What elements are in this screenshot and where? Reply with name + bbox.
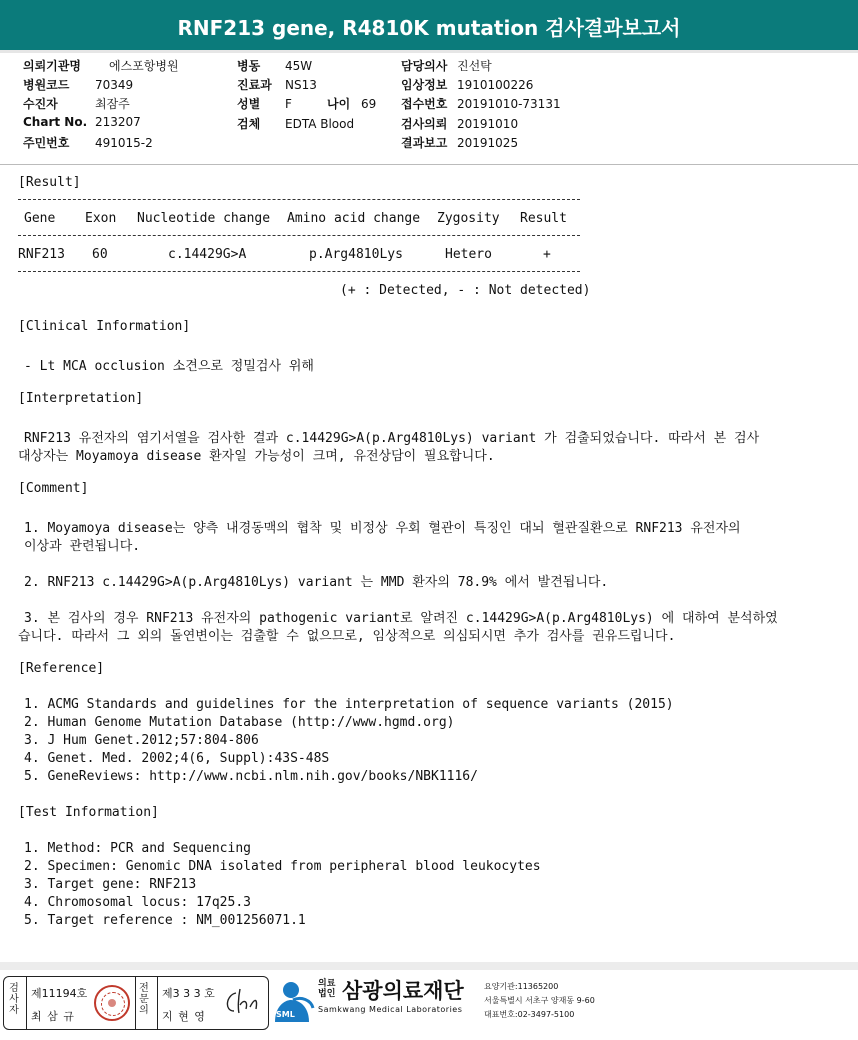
info-label: 임상정보: [401, 78, 448, 92]
specialist-label: 전문의: [139, 983, 149, 1016]
test-info-item: 4. Chromosomal locus: 17q25.3: [24, 895, 251, 910]
signature-box: [3, 976, 269, 1030]
test-info-item: 1. Method: PCR and Sequencing: [24, 841, 251, 856]
info-value: 진선탁: [457, 59, 492, 73]
info-label: 병동: [237, 59, 261, 73]
test-info-item: 3. Target gene: RNF213: [24, 877, 197, 892]
report-title: RNF213 gene, R4810K mutation 검사결과보고서: [177, 16, 681, 40]
org-code: 요양기관:11365200: [484, 982, 559, 991]
interpretation-line: RNF213 유전자의 염기서열을 검사한 결과 c.14429G>A(p.Arg4810Lys) variant 가 검출되었습니다. 따라서 본 검사: [24, 431, 760, 446]
seal-icon: [94, 985, 130, 1021]
comment-line: 습니다. 따라서 그 외의 돌연변이는 검출할 수 없으므로, 임상적으로 의심되시면 추가 검사를 권유드립니다.: [18, 629, 676, 644]
info-label: 진료과: [237, 78, 272, 92]
table-rule: [18, 271, 580, 272]
examiner-label: 검사자: [9, 983, 19, 1016]
cell-exon: 60: [92, 247, 108, 262]
cell-zygosity: Hetero: [445, 247, 492, 262]
reference-item: 5. GeneReviews: http://www.ncbi.nlm.nih.gov/books/NBK1116/: [24, 769, 478, 784]
info-label: 검체: [237, 117, 261, 131]
org-name: 삼광의료재단: [342, 979, 464, 1003]
info-value: 에스포항병원: [109, 59, 179, 73]
age-label: 나이: [327, 97, 351, 111]
column-header-zygosity: Zygosity: [437, 211, 500, 226]
footer-separator: [0, 962, 858, 970]
info-value: 491015-2: [95, 136, 153, 150]
specialist-name: 지 현 영: [162, 1010, 206, 1023]
specialist-number: 제3 3 3 호: [162, 987, 215, 1000]
clinical-heading: [Clinical Information]: [18, 319, 191, 334]
info-value: 1910100226: [457, 78, 534, 92]
info-value: 20191010: [457, 117, 519, 131]
interpretation-heading: [Interpretation]: [18, 391, 144, 406]
org-type: 의료 법인: [318, 979, 336, 999]
org-english-name: Samkwang Medical Laboratories: [318, 1005, 463, 1014]
interpretation-line: 대상자는 Moyamoya disease 환자일 가능성이 크며, 유전상담이 필요합니다.: [18, 449, 495, 464]
info-label: 접수번호: [401, 97, 448, 111]
info-value: 213207: [95, 115, 141, 129]
column-header-nucleotide: Nucleotide change: [137, 211, 271, 226]
info-value: 45W: [285, 59, 313, 73]
cell-amino-acid: p.Arg4810Lys: [309, 247, 403, 262]
header-divider: [0, 164, 858, 165]
reference-item: 1. ACMG Standards and guidelines for the interpretation of sequence variants (2015): [24, 697, 674, 712]
test-info-heading: [Test Information]: [18, 805, 159, 820]
result-heading: [Result]: [18, 175, 81, 190]
cell-result: +: [543, 247, 551, 262]
info-label: 결과보고: [401, 136, 448, 150]
org-address: 서울특별시 서초구 양재동 9-60: [484, 996, 595, 1005]
comment-line: 이상과 관련됩니다.: [24, 539, 141, 554]
comment-line: 2. RNF213 c.14429G>A(p.Arg4810Lys) variant 는 MMD 환자의 78.9% 에서 발견됩니다.: [24, 575, 609, 590]
cell-nucleotide: c.14429G>A: [168, 247, 247, 262]
info-value: 20191025: [457, 136, 519, 150]
reference-item: 2. Human Genome Mutation Database (http://www.hgmd.org): [24, 715, 455, 730]
info-value: NS13: [285, 78, 317, 92]
info-value: EDTA Blood: [285, 117, 355, 131]
comment-line: 3. 본 검사의 경우 RNF213 유전자의 pathogenic variant로 알려진 c.14429G>A(p.Arg4810Lys) 에 대하여 분석하였: [24, 611, 778, 626]
column-header-gene: Gene: [24, 211, 56, 226]
info-label: 의뢰기관명: [23, 59, 81, 73]
info-label: 검사의뢰: [401, 117, 448, 131]
column-header-result: Result: [520, 211, 567, 226]
logo-text: SML: [276, 1010, 295, 1019]
info-value: 최잠주: [95, 97, 130, 111]
info-value: F: [285, 97, 292, 111]
reference-item: 3. J Hum Genet.2012;57:804-806: [24, 733, 259, 748]
result-legend: (+ : Detected, - : Not detected): [340, 283, 591, 298]
reference-heading: [Reference]: [18, 661, 105, 676]
test-info-item: 2. Specimen: Genomic DNA isolated from peripheral blood leukocytes: [24, 859, 541, 874]
info-label: 담당의사: [401, 59, 448, 73]
table-rule: [18, 235, 580, 236]
info-value: 20191010-73131: [457, 97, 561, 111]
clinical-text: - Lt MCA occlusion 소견으로 정밀검사 위해: [24, 359, 314, 374]
info-label: Chart No.: [23, 115, 88, 129]
report-header: [0, 0, 858, 53]
signature-icon: [222, 987, 262, 1019]
comment-heading: [Comment]: [18, 481, 89, 496]
cell-gene: RNF213: [18, 247, 65, 262]
table-rule: [18, 199, 580, 200]
examiner-number: 제11194호: [31, 987, 88, 1000]
age-value: 69: [361, 97, 377, 111]
info-value: 70349: [95, 78, 134, 92]
test-info-item: 5. Target reference : NM_001256071.1: [24, 913, 306, 928]
column-header-amino-acid: Amino acid change: [287, 211, 421, 226]
info-label: 주민번호: [23, 136, 70, 150]
examiner-name: 최 삼 규: [31, 1010, 75, 1023]
info-label: 병원코드: [23, 78, 70, 92]
info-label: 성별: [237, 97, 261, 111]
column-header-exon: Exon: [85, 211, 117, 226]
reference-item: 4. Genet. Med. 2002;4(6, Suppl):43S-48S: [24, 751, 330, 766]
comment-line: 1. Moyamoya disease는 양측 내경동맥의 협착 및 비정상 우회 혈관이 특징인 대뇌 혈관질환으로 RNF213 유전자의: [24, 521, 741, 536]
info-label: 수진자: [23, 97, 58, 111]
org-phone: 대표번호:02-3497-5100: [484, 1010, 575, 1019]
